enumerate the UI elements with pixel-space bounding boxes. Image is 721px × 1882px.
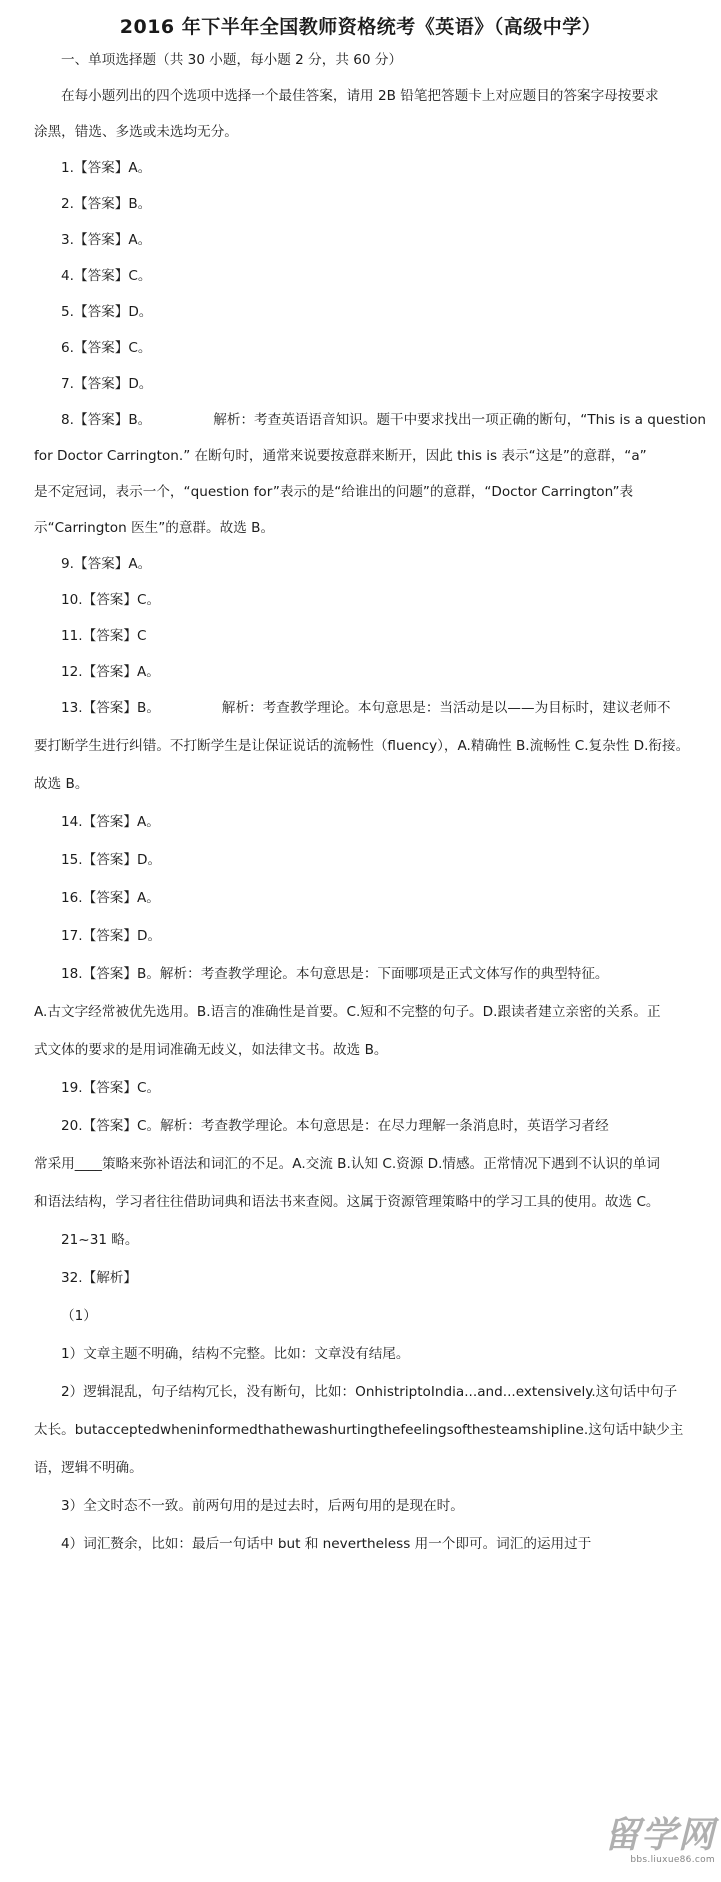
answer-11: 11.【答案】C bbox=[61, 628, 147, 644]
answer-13-line-2: 要打断学生进行纠错。不打断学生是让保证说话的流畅性（fluency），A.精确性 B.流畅性 C.复杂性 D.衔接。 bbox=[34, 738, 690, 754]
instructions-line-1: 在每小题列出的四个选项中选择一个最佳答案，请用 2B 铅笔把答题卡上对应题目的答案字母按要求 bbox=[61, 88, 659, 104]
watermark-url: bbs.liuxue86.com bbox=[630, 1855, 715, 1865]
answer-8-line-2: for Doctor Carrington.” 在断句时，通常来说要按意群来断开，因此 this is 表示“这是”的意群，“a” bbox=[34, 448, 647, 464]
skip-note: 21~31 略。 bbox=[61, 1232, 139, 1248]
answer-19: 19.【答案】C。 bbox=[61, 1080, 161, 1096]
q32-item-2-line-2: 太长。butacceptedwheninformedthathewashurtingthefeelingsofthesteamshipline.这句话中缺少主 bbox=[34, 1422, 684, 1438]
q32-item-4: 4）词汇赘余，比如：最后一句话中 but 和 nevertheless 用一个即可。词汇的运用过于 bbox=[61, 1536, 592, 1552]
answer-13-label: 13.【答案】B。 bbox=[61, 700, 160, 716]
answer-18-line-2: A.古文字经常被优先选用。B.语言的准确性是首要。C.短和不完整的句子。D.跟读者建立亲密的关系。正 bbox=[34, 1004, 661, 1020]
answer-12: 12.【答案】A。 bbox=[61, 664, 160, 680]
answer-16: 16.【答案】A。 bbox=[61, 890, 160, 906]
section-heading: 一、单项选择题（共 30 小题，每小题 2 分，共 60 分） bbox=[61, 52, 403, 68]
answer-13-analysis: 解析：考查教学理论。本句意思是：当活动是以——为目标时，建议老师不 bbox=[221, 700, 671, 716]
answer-15: 15.【答案】D。 bbox=[61, 852, 162, 868]
answer-8-line-3: 是不定冠词，表示一个，“question for”表示的是“给谁出的问题”的意群，“Doctor Carrington”表 bbox=[34, 484, 634, 500]
q32-item-2-line-3: 语，逻辑不明确。 bbox=[34, 1460, 143, 1476]
answer-3: 3.【答案】A。 bbox=[61, 232, 152, 248]
q32-item-3: 3）全文时态不一致。前两句用的是过去时，后两句用的是现在时。 bbox=[61, 1498, 464, 1514]
answer-10: 10.【答案】C。 bbox=[61, 592, 161, 608]
answer-8 bbox=[61, 410, 706, 430]
answer-14: 14.【答案】A。 bbox=[61, 814, 160, 830]
q32-part-1: （1） bbox=[61, 1308, 97, 1324]
answer-4: 4.【答案】C。 bbox=[61, 268, 152, 284]
answer-6: 6.【答案】C。 bbox=[61, 340, 152, 356]
answer-17: 17.【答案】D。 bbox=[61, 928, 162, 944]
site-watermark bbox=[567, 1815, 715, 1868]
answer-5: 5.【答案】D。 bbox=[61, 304, 153, 320]
answer-1: 1.【答案】A。 bbox=[61, 160, 152, 176]
answer-8-analysis: 解析：考查英语语音知识。题干中要求找出一项正确的断句，“This is a question bbox=[213, 412, 706, 428]
answer-18: 18.【答案】B。解析：考查教学理论。本句意思是：下面哪项是正式文体写作的典型特征。 bbox=[61, 966, 609, 982]
answer-8-label: 8.【答案】B。 bbox=[61, 412, 152, 428]
answer-20-line-2: 常采用____策略来弥补语法和词汇的不足。A.交流 B.认知 C.资源 D.情感。正常情况下遇到不认识的单词 bbox=[34, 1156, 660, 1172]
instructions-line-2: 涂黑，错选、多选或未选均无分。 bbox=[34, 124, 238, 140]
answer-7: 7.【答案】D。 bbox=[61, 376, 153, 392]
answer-9: 9.【答案】A。 bbox=[61, 556, 152, 572]
watermark-logo-text: 留学网 bbox=[603, 1815, 715, 1856]
q32-item-2: 2）逻辑混乱，句子结构冗长，没有断句，比如：OnhistriptoIndia...and...extensively.这句话中句子 bbox=[61, 1384, 678, 1400]
answer-20: 20.【答案】C。解析：考查教学理论。本句意思是：在尽力理解一条消息时，英语学习者经 bbox=[61, 1118, 609, 1134]
answer-2: 2.【答案】B。 bbox=[61, 196, 152, 212]
answer-18-line-3: 式文体的要求的是用词准确无歧义，如法律文书。故选 B。 bbox=[34, 1042, 388, 1058]
answer-13 bbox=[61, 698, 671, 718]
answer-8-line-4: 示“Carrington 医生”的意群。故选 B。 bbox=[34, 520, 275, 536]
q32-item-1: 1）文章主题不明确，结构不完整。比如：文章没有结尾。 bbox=[61, 1346, 410, 1362]
document-title: 2016 年下半年全国教师资格统考《英语》（高级中学） bbox=[119, 16, 602, 38]
q32-heading: 32.【解析】 bbox=[61, 1270, 137, 1286]
answer-20-line-3: 和语法结构，学习者往往借助词典和语法书来查阅。这属于资源管理策略中的学习工具的使用。故选 C。 bbox=[34, 1194, 660, 1210]
answer-13-line-3: 故选 B。 bbox=[34, 776, 89, 792]
